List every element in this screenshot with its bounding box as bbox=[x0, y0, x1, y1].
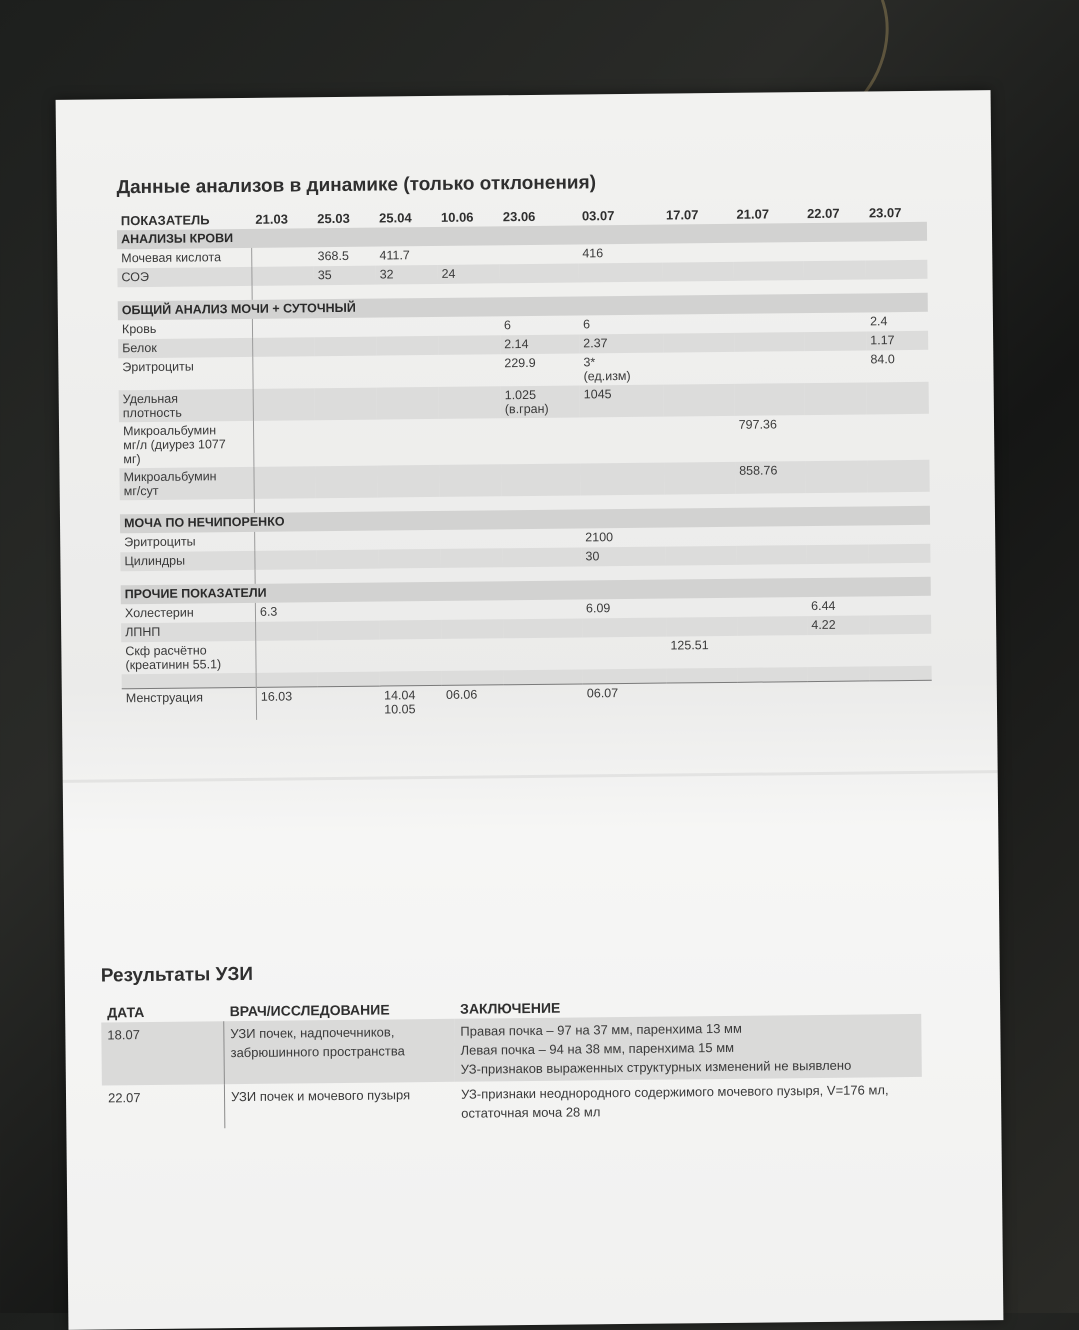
document-title: Данные анализов в динамике (только отклонения) bbox=[116, 172, 597, 199]
section-title: ОБЩИЙ АНАЛИЗ МОЧИ + СУТОЧНЫЙ bbox=[118, 293, 928, 320]
value-cell bbox=[665, 462, 736, 495]
value-cell bbox=[315, 420, 377, 467]
value-cell bbox=[438, 316, 500, 336]
col-header: 23.06 bbox=[502, 208, 536, 225]
empty-cell bbox=[379, 568, 441, 583]
empty-cell bbox=[255, 569, 317, 584]
value-cell: 06.07 bbox=[583, 683, 667, 716]
value-cell bbox=[253, 337, 315, 357]
value-cell bbox=[501, 463, 580, 496]
value-cell bbox=[804, 350, 866, 383]
value-cell bbox=[441, 619, 503, 639]
indicator-name: Холестерин bbox=[121, 603, 256, 623]
value-cell bbox=[869, 596, 931, 616]
value-cell bbox=[499, 263, 578, 283]
value-cell bbox=[314, 318, 376, 338]
value-cell bbox=[317, 550, 379, 570]
empty-cell bbox=[118, 286, 253, 301]
value-cell bbox=[580, 463, 664, 496]
value-cell bbox=[805, 414, 867, 461]
value-cell bbox=[867, 414, 929, 461]
empty-cell bbox=[318, 672, 380, 687]
col-header: ЗАКЛЮЧЕНИЕ bbox=[460, 999, 561, 1017]
value-cell bbox=[580, 417, 665, 464]
empty-cell bbox=[440, 496, 502, 511]
value-cell: 24 bbox=[437, 264, 499, 284]
value-cell bbox=[318, 686, 380, 719]
empty-cell bbox=[868, 492, 930, 507]
ultrasound-title: Результаты УЗИ bbox=[100, 963, 254, 987]
value-cell bbox=[806, 460, 868, 493]
value-cell bbox=[503, 637, 582, 670]
empty-cell bbox=[504, 669, 583, 684]
value-cell bbox=[867, 460, 929, 493]
uzi-conclusion: Правая почка – 97 на 37 мм, паренхима 13 мм Левая почка – 94 на 38 мм, паренхима 15 мм УЗ-признаков выраженных структурных изменений не выявлено bbox=[454, 1014, 921, 1082]
empty-cell bbox=[866, 279, 928, 294]
value-cell: 16.03 bbox=[256, 687, 318, 720]
value-cell bbox=[806, 525, 868, 545]
value-cell bbox=[315, 388, 377, 421]
indicator-name: ЛПНП bbox=[121, 622, 256, 642]
value-cell: 6.09 bbox=[585, 601, 611, 616]
empty-cell bbox=[121, 570, 256, 585]
section-title: МОЧА ПО НЕЧИПОРЕНКО bbox=[120, 506, 930, 533]
value-cell bbox=[804, 260, 866, 280]
value-cell: 229.9 bbox=[504, 355, 536, 371]
value-cell: 1045 bbox=[580, 385, 664, 418]
value-cell: 797.36 bbox=[738, 417, 777, 432]
value-cell: 368.5 bbox=[317, 248, 349, 264]
value-cell bbox=[807, 634, 869, 667]
value-cell bbox=[734, 351, 805, 384]
value-cell bbox=[377, 419, 439, 466]
col-header: ДАТА bbox=[107, 1004, 145, 1021]
value-cell bbox=[438, 354, 500, 387]
empty-cell bbox=[380, 671, 442, 686]
value-cell bbox=[316, 466, 378, 499]
value-cell bbox=[441, 638, 503, 671]
value-cell bbox=[808, 681, 870, 714]
value-cell: 6 bbox=[503, 318, 511, 333]
value-cell bbox=[317, 621, 379, 641]
value-cell bbox=[805, 382, 867, 415]
value-cell bbox=[733, 261, 804, 281]
value-cell bbox=[582, 637, 666, 670]
value-cell: 125.51 bbox=[670, 638, 709, 653]
value-cell bbox=[377, 387, 439, 420]
value-cell bbox=[503, 599, 582, 619]
value-cell: 6 bbox=[582, 317, 591, 332]
value-cell bbox=[804, 312, 866, 332]
indicator-name: Белок bbox=[118, 338, 253, 358]
empty-cell bbox=[736, 564, 807, 579]
empty-cell bbox=[737, 667, 808, 682]
value-cell bbox=[737, 635, 808, 668]
value-cell bbox=[868, 525, 930, 545]
value-cell bbox=[664, 384, 735, 417]
value-cell bbox=[256, 621, 318, 641]
indicator-name: СОЭ bbox=[117, 267, 252, 287]
indicator-name: Микроальбумин мг/л (диурез 1077 мг) bbox=[119, 421, 254, 468]
value-cell bbox=[253, 388, 315, 421]
empty-cell bbox=[733, 280, 804, 295]
empty-cell bbox=[581, 495, 665, 510]
value-cell bbox=[502, 547, 581, 567]
col-header: 22.07 bbox=[806, 205, 840, 222]
value-cell: 14.04 10.05 bbox=[380, 685, 442, 718]
value-cell bbox=[869, 634, 931, 667]
empty-cell bbox=[663, 281, 734, 296]
value-cell bbox=[253, 420, 315, 467]
value-cell bbox=[665, 546, 736, 566]
value-cell bbox=[380, 639, 442, 672]
value-cell bbox=[736, 545, 807, 565]
value-cell bbox=[439, 418, 501, 465]
empty-cell bbox=[378, 497, 440, 512]
value-cell bbox=[315, 356, 377, 389]
value-cell bbox=[734, 332, 805, 352]
value-cell bbox=[502, 528, 581, 548]
fold-line bbox=[63, 770, 998, 783]
empty-cell bbox=[252, 285, 314, 300]
value-cell: 84.0 bbox=[870, 352, 895, 367]
value-cell bbox=[803, 241, 865, 261]
value-cell bbox=[734, 313, 805, 333]
value-cell bbox=[376, 336, 438, 356]
value-cell bbox=[317, 602, 379, 622]
value-cell: 35 bbox=[314, 266, 376, 286]
paper-sheet bbox=[56, 90, 1004, 1330]
value-cell bbox=[440, 529, 502, 549]
value-cell bbox=[667, 682, 738, 715]
indicator-name: Эритроциты bbox=[120, 532, 255, 552]
value-cell: 416 bbox=[582, 246, 604, 261]
empty-cell bbox=[582, 566, 666, 581]
value-cell bbox=[662, 243, 733, 263]
value-cell bbox=[663, 352, 734, 385]
lab-results-table bbox=[117, 203, 932, 721]
value-cell bbox=[737, 682, 808, 715]
value-cell bbox=[376, 317, 438, 337]
value-cell bbox=[870, 680, 932, 713]
value-cell bbox=[440, 548, 502, 568]
empty-cell bbox=[314, 285, 376, 300]
value-cell bbox=[734, 383, 805, 416]
value-cell bbox=[504, 684, 583, 717]
value-cell bbox=[501, 417, 581, 464]
value-cell bbox=[737, 616, 808, 636]
empty-cell bbox=[666, 565, 737, 580]
value-cell bbox=[665, 527, 736, 547]
value-cell bbox=[255, 550, 317, 570]
indicator-name: Удельная плотность bbox=[119, 389, 254, 422]
col-header: 17.07 bbox=[665, 207, 699, 223]
value-cell bbox=[804, 331, 866, 351]
value-cell bbox=[377, 355, 439, 388]
value-cell bbox=[582, 618, 666, 638]
col-header: 03.07 bbox=[581, 208, 615, 224]
value-cell: 858.76 bbox=[735, 461, 806, 494]
value-cell bbox=[437, 245, 499, 265]
uzi-study: УЗИ почек и мочевого пузыря bbox=[230, 1087, 411, 1105]
ultrasound-table bbox=[101, 994, 922, 1130]
value-cell bbox=[316, 531, 378, 551]
empty-cell bbox=[665, 494, 736, 509]
value-cell bbox=[806, 544, 868, 564]
value-cell: 2100 bbox=[585, 530, 614, 545]
empty-cell bbox=[376, 284, 438, 299]
empty-cell bbox=[583, 669, 667, 684]
value-cell: 2.4 bbox=[869, 314, 888, 329]
empty-cell bbox=[808, 666, 870, 681]
col-header: 23.07 bbox=[868, 205, 902, 221]
value-cell: 30 bbox=[581, 547, 665, 567]
indicator-name: Мочевая кислота bbox=[117, 248, 252, 268]
col-header: ВРАЧ/ИССЛЕДОВАНИЕ bbox=[229, 1001, 390, 1020]
value-cell bbox=[254, 466, 316, 499]
value-cell bbox=[379, 601, 441, 621]
empty-cell bbox=[256, 672, 318, 687]
value-cell: 4.22 bbox=[807, 615, 869, 635]
value-cell bbox=[378, 530, 440, 550]
value-cell bbox=[662, 262, 733, 282]
value-cell bbox=[255, 531, 317, 551]
empty-cell bbox=[122, 673, 257, 689]
empty-cell bbox=[503, 566, 582, 581]
col-header: ПОКАЗАТЕЛЬ bbox=[120, 212, 210, 229]
value-cell bbox=[868, 544, 930, 564]
empty-cell bbox=[804, 279, 866, 294]
indicator-name: Кровь bbox=[118, 319, 253, 339]
value-cell bbox=[664, 416, 735, 463]
empty-cell bbox=[667, 668, 738, 683]
value-cell bbox=[736, 597, 807, 617]
empty-cell bbox=[500, 282, 579, 297]
col-header: 21.07 bbox=[736, 206, 770, 222]
uzi-conclusion: УЗ-признаки неоднородного содержимого мочевого пузыря, V=176 мл, остаточная моча 28 мл bbox=[460, 1082, 889, 1121]
col-header: 25.03 bbox=[317, 210, 350, 227]
empty-cell bbox=[807, 563, 869, 578]
indicator-name: Цилиндры bbox=[120, 551, 255, 571]
indicator-name: Менструация bbox=[122, 687, 257, 721]
value-cell: 6.3 bbox=[259, 604, 278, 619]
col-header: 25.04 bbox=[379, 210, 412, 226]
col-header: 21.03 bbox=[255, 211, 288, 227]
empty-cell bbox=[120, 499, 255, 514]
empty-cell bbox=[441, 567, 503, 582]
value-cell bbox=[733, 242, 804, 262]
empty-cell bbox=[870, 666, 932, 681]
value-cell bbox=[252, 266, 314, 286]
value-cell bbox=[314, 337, 376, 357]
value-cell bbox=[503, 618, 582, 638]
empty-cell bbox=[317, 569, 379, 584]
value-cell bbox=[318, 640, 380, 673]
table-row bbox=[102, 1077, 922, 1130]
empty-cell bbox=[502, 495, 581, 510]
empty-cell bbox=[869, 563, 931, 578]
value-cell bbox=[439, 386, 501, 419]
value-cell: 3* (ед.изм) bbox=[583, 355, 631, 384]
value-cell bbox=[499, 244, 578, 264]
col-header: 10.06 bbox=[440, 209, 474, 225]
value-cell bbox=[253, 356, 315, 389]
value-cell bbox=[663, 314, 734, 334]
value-cell: 1.025 (в.гран) bbox=[501, 385, 580, 418]
value-cell bbox=[865, 260, 927, 280]
empty-cell bbox=[438, 283, 500, 298]
value-cell bbox=[666, 617, 737, 637]
empty-cell bbox=[254, 498, 316, 513]
table-row bbox=[101, 1014, 921, 1086]
indicator-name: Микроальбумин мг/сут bbox=[119, 467, 254, 500]
value-cell: 2.37 bbox=[579, 334, 663, 354]
section-title: АНАЛИЗЫ КРОВИ bbox=[117, 222, 927, 249]
uzi-date: 18.07 bbox=[101, 1021, 224, 1085]
value-cell: 6.44 bbox=[811, 598, 836, 614]
value-cell bbox=[666, 598, 737, 618]
value-cell bbox=[379, 549, 441, 569]
value-cell bbox=[252, 247, 314, 267]
value-cell bbox=[441, 600, 503, 620]
uzi-date: 22.07 bbox=[102, 1084, 225, 1129]
value-cell: 06.06 bbox=[442, 685, 504, 718]
value-cell bbox=[440, 464, 502, 497]
value-cell bbox=[867, 382, 929, 415]
value-cell bbox=[578, 263, 662, 283]
value-cell: 32 bbox=[376, 265, 438, 285]
indicator-name: Скф расчётно (креатинин 55.1) bbox=[121, 641, 256, 674]
value-cell bbox=[736, 526, 807, 546]
value-cell: 411.7 bbox=[379, 248, 410, 263]
value-cell bbox=[256, 640, 318, 673]
value-cell bbox=[869, 615, 931, 635]
indicator-name: Эритроциты bbox=[118, 357, 253, 390]
empty-cell bbox=[316, 498, 378, 513]
value-cell: 2.14 bbox=[500, 334, 579, 354]
empty-cell bbox=[806, 492, 868, 507]
value-cell bbox=[663, 333, 734, 353]
uzi-study: УЗИ почек, надпочечников, забрюшинного пространства bbox=[224, 1019, 455, 1084]
empty-cell bbox=[579, 282, 663, 297]
value-cell bbox=[379, 620, 441, 640]
value-cell: 1.17 bbox=[866, 331, 928, 351]
value-cell bbox=[252, 318, 314, 338]
empty-cell bbox=[442, 670, 504, 685]
empty-cell bbox=[735, 493, 806, 508]
value-cell bbox=[865, 241, 927, 261]
value-cell bbox=[378, 465, 440, 498]
value-cell bbox=[438, 335, 500, 355]
section-title: ПРОЧИЕ ПОКАЗАТЕЛИ bbox=[121, 577, 931, 604]
